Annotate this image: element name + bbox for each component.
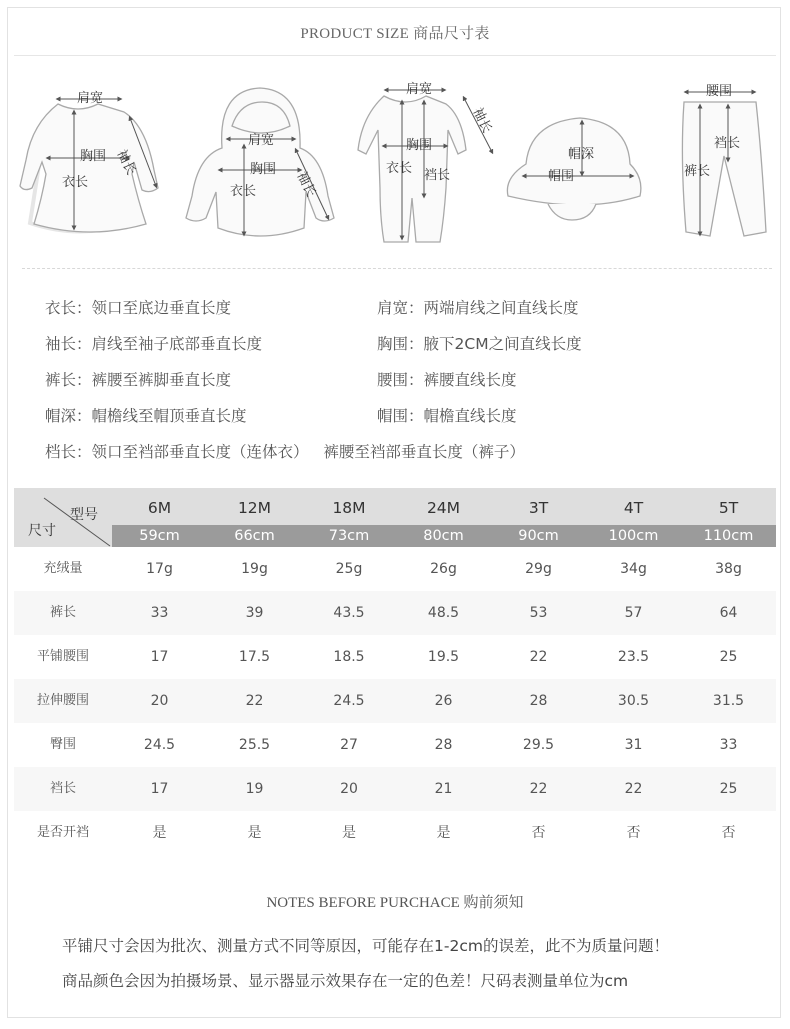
notes-title: NOTES BEFORE PURCHACE 购前须知 xyxy=(266,895,524,911)
table-cell: 22 xyxy=(529,781,548,797)
row-label: 是否开裆 xyxy=(36,825,89,840)
table-cell: 31.5 xyxy=(712,693,745,709)
definition-sep: ： xyxy=(76,443,92,461)
table-row xyxy=(14,547,776,591)
dress-chest-label: 胸围 xyxy=(80,149,107,164)
note-line: 平铺尺寸会因为批次、测量方式不同等原因，可能存在1-2cm的误差，此不为质量问题！ xyxy=(62,937,669,955)
table-row xyxy=(14,767,776,811)
definition-term: 档长 xyxy=(45,443,77,461)
table-cell: 24.5 xyxy=(333,693,365,709)
romper-chest-label: 胸围 xyxy=(406,138,433,153)
height-cell: 66cm xyxy=(234,528,275,544)
row-label: 裤长 xyxy=(49,605,76,620)
size-header-cell: 18M xyxy=(332,499,366,517)
pants-length-label: 裤长 xyxy=(684,164,711,179)
table-cell: 20 xyxy=(340,781,358,797)
definition-term: 帽深 xyxy=(45,407,77,425)
definition-item xyxy=(377,332,582,354)
jacket-chest-label: 胸围 xyxy=(250,162,277,177)
definition-sep: ： xyxy=(76,407,92,425)
table-cell: 19g xyxy=(241,561,268,577)
definition-desc: 两端肩线之间直线长度 xyxy=(423,299,579,317)
size-header-cell: 6M xyxy=(147,499,172,517)
definition-desc: 领口至裆部垂直长度（连体衣） 裤腰至裆部垂直长度（裤子） xyxy=(91,443,525,461)
row-label: 臀围 xyxy=(49,737,76,752)
table-cell: 20 xyxy=(150,693,169,709)
definition-desc: 裤腰至裤脚垂直长度 xyxy=(91,371,232,389)
table-cell: 22 xyxy=(529,649,548,665)
definition-term: 袖长 xyxy=(45,335,77,353)
table-cell: 22 xyxy=(624,781,643,797)
jacket-shoulder-label: 肩宽 xyxy=(248,133,275,148)
table-cell: 是 xyxy=(152,825,167,841)
dress-sleeve-label: 袖长 xyxy=(113,147,139,178)
definition-item xyxy=(377,296,579,318)
height-row xyxy=(14,525,776,547)
size-header-cell: 24M xyxy=(426,499,461,517)
size-header-cell: 12M xyxy=(237,499,272,517)
table-cell: 33 xyxy=(150,605,169,621)
definition-desc: 裤腰直线长度 xyxy=(423,371,517,389)
table-cell: 28 xyxy=(529,693,548,709)
height-cell: 110cm xyxy=(703,528,754,544)
table-cell: 64 xyxy=(719,605,738,621)
table-cell: 33 xyxy=(719,737,738,753)
definition-item xyxy=(45,440,525,462)
romper-sleeve-label: 袖长 xyxy=(469,105,495,136)
definition-desc: 腋下2CM之间直线长度 xyxy=(423,335,582,353)
height-cell: 59cm xyxy=(139,528,180,544)
table-row xyxy=(14,591,776,635)
pants-crotch-label: 裆长 xyxy=(714,136,741,151)
table-cell: 是 xyxy=(436,825,451,841)
definition-sep: ： xyxy=(76,335,92,353)
table-cell: 48.5 xyxy=(427,605,460,621)
table-row xyxy=(14,679,776,723)
table-cell: 53 xyxy=(529,605,548,621)
definition-term: 肩宽 xyxy=(377,299,409,317)
table-cell: 22 xyxy=(245,693,264,709)
dashed-divider xyxy=(22,268,772,269)
row-label: 平铺腰围 xyxy=(36,649,89,664)
table-cell: 25 xyxy=(719,649,738,665)
height-cell: 90cm xyxy=(518,528,559,544)
romper-length-label: 衣长 xyxy=(386,161,413,176)
table-cell: 38g xyxy=(715,561,742,577)
height-cell: 80cm xyxy=(423,528,464,544)
table-cell: 29g xyxy=(525,561,552,577)
size-table-body xyxy=(14,547,776,855)
table-cell: 34g xyxy=(620,561,647,577)
corner-measure-label: 尺寸 xyxy=(28,523,56,539)
table-cell: 25.5 xyxy=(238,737,271,753)
size-header-cell: 5T xyxy=(718,499,739,517)
table-cell: 39 xyxy=(245,605,264,621)
table-cell: 否 xyxy=(721,825,736,841)
table-cell: 29.5 xyxy=(522,737,555,753)
table-row xyxy=(14,811,776,855)
size-header-row xyxy=(14,488,776,525)
table-cell: 25g xyxy=(335,561,363,577)
table-cell: 43.5 xyxy=(333,605,365,621)
table-cell: 17.5 xyxy=(238,649,271,665)
romper-crotch-label: 裆长 xyxy=(424,168,451,183)
definition-desc: 帽檐直线长度 xyxy=(423,407,517,425)
definition-term: 腰围 xyxy=(377,371,409,389)
hat-circumference-label: 帽围 xyxy=(548,169,575,184)
row-label: 裆长 xyxy=(49,781,76,796)
dress-drawing xyxy=(20,99,158,232)
definition-desc: 帽檐线至帽顶垂直长度 xyxy=(91,407,247,425)
definition-sep: ： xyxy=(76,299,92,317)
table-cell: 31 xyxy=(624,737,643,753)
definition-sep: ： xyxy=(408,407,424,425)
table-cell: 17g xyxy=(146,561,173,577)
title-divider xyxy=(14,55,776,56)
definition-item xyxy=(377,404,517,426)
dress-shoulder-label: 肩宽 xyxy=(77,91,104,106)
table-cell: 19 xyxy=(245,781,264,797)
page-title: PRODUCT SIZE 商品尺寸表 xyxy=(300,26,490,42)
table-row xyxy=(14,635,776,679)
definition-item xyxy=(45,368,231,390)
definition-sep: ： xyxy=(408,299,424,317)
size-header-cell: 4T xyxy=(623,499,644,517)
size-table xyxy=(14,488,776,855)
table-cell: 23.5 xyxy=(617,649,650,665)
row-label: 拉伸腰围 xyxy=(36,693,89,708)
table-cell: 18.5 xyxy=(333,649,365,665)
definition-item xyxy=(377,368,517,390)
definition-term: 帽围 xyxy=(377,407,409,425)
table-cell: 26 xyxy=(434,693,453,709)
corner-size-label: 型号 xyxy=(70,507,98,523)
table-corner-cell xyxy=(14,488,112,547)
table-cell: 25 xyxy=(719,781,738,797)
jacket-sleeve-label: 袖长 xyxy=(293,169,319,200)
garment-illustrations xyxy=(0,78,790,248)
table-cell: 30.5 xyxy=(617,693,650,709)
size-header-cell: 3T xyxy=(528,499,549,517)
table-cell: 否 xyxy=(531,825,546,841)
table-cell: 19.5 xyxy=(427,649,460,665)
note-line: 商品颜色会因为拍摄场景、显示器显示效果存在一定的色差！尺码表测量单位为cm xyxy=(62,972,629,990)
pants-waist-label: 腰围 xyxy=(706,84,733,99)
definition-sep: ： xyxy=(76,371,92,389)
definition-sep: ： xyxy=(408,371,424,389)
table-cell: 17 xyxy=(150,649,169,665)
table-cell: 24.5 xyxy=(143,737,176,753)
definition-item xyxy=(45,404,247,426)
table-row xyxy=(14,723,776,767)
table-cell: 27 xyxy=(340,737,358,753)
dress-length-label: 衣长 xyxy=(62,175,89,190)
table-cell: 否 xyxy=(626,825,641,841)
definition-desc: 领口至底边垂直长度 xyxy=(91,299,232,317)
hat-drawing xyxy=(507,118,641,220)
height-cell: 100cm xyxy=(608,528,659,544)
table-cell: 28 xyxy=(434,737,453,753)
table-cell: 26g xyxy=(430,561,457,577)
table-cell: 17 xyxy=(150,781,169,797)
definition-term: 胸围 xyxy=(377,335,409,353)
definition-item xyxy=(45,332,262,354)
definition-desc: 肩线至袖子底部垂直长度 xyxy=(91,335,263,353)
height-cell: 73cm xyxy=(328,528,370,544)
definition-term: 裤长 xyxy=(45,371,77,389)
table-cell: 是 xyxy=(342,825,356,841)
table-cell: 21 xyxy=(434,781,453,797)
jacket-length-label: 衣长 xyxy=(230,184,257,199)
definition-item xyxy=(45,296,231,318)
table-cell: 是 xyxy=(247,825,262,841)
romper-shoulder-label: 肩宽 xyxy=(406,82,433,97)
table-cell: 57 xyxy=(624,605,643,621)
row-label: 充绒量 xyxy=(43,561,83,576)
hat-depth-label: 帽深 xyxy=(568,147,595,162)
definition-sep: ： xyxy=(408,335,424,353)
definition-term: 衣长 xyxy=(45,299,77,317)
